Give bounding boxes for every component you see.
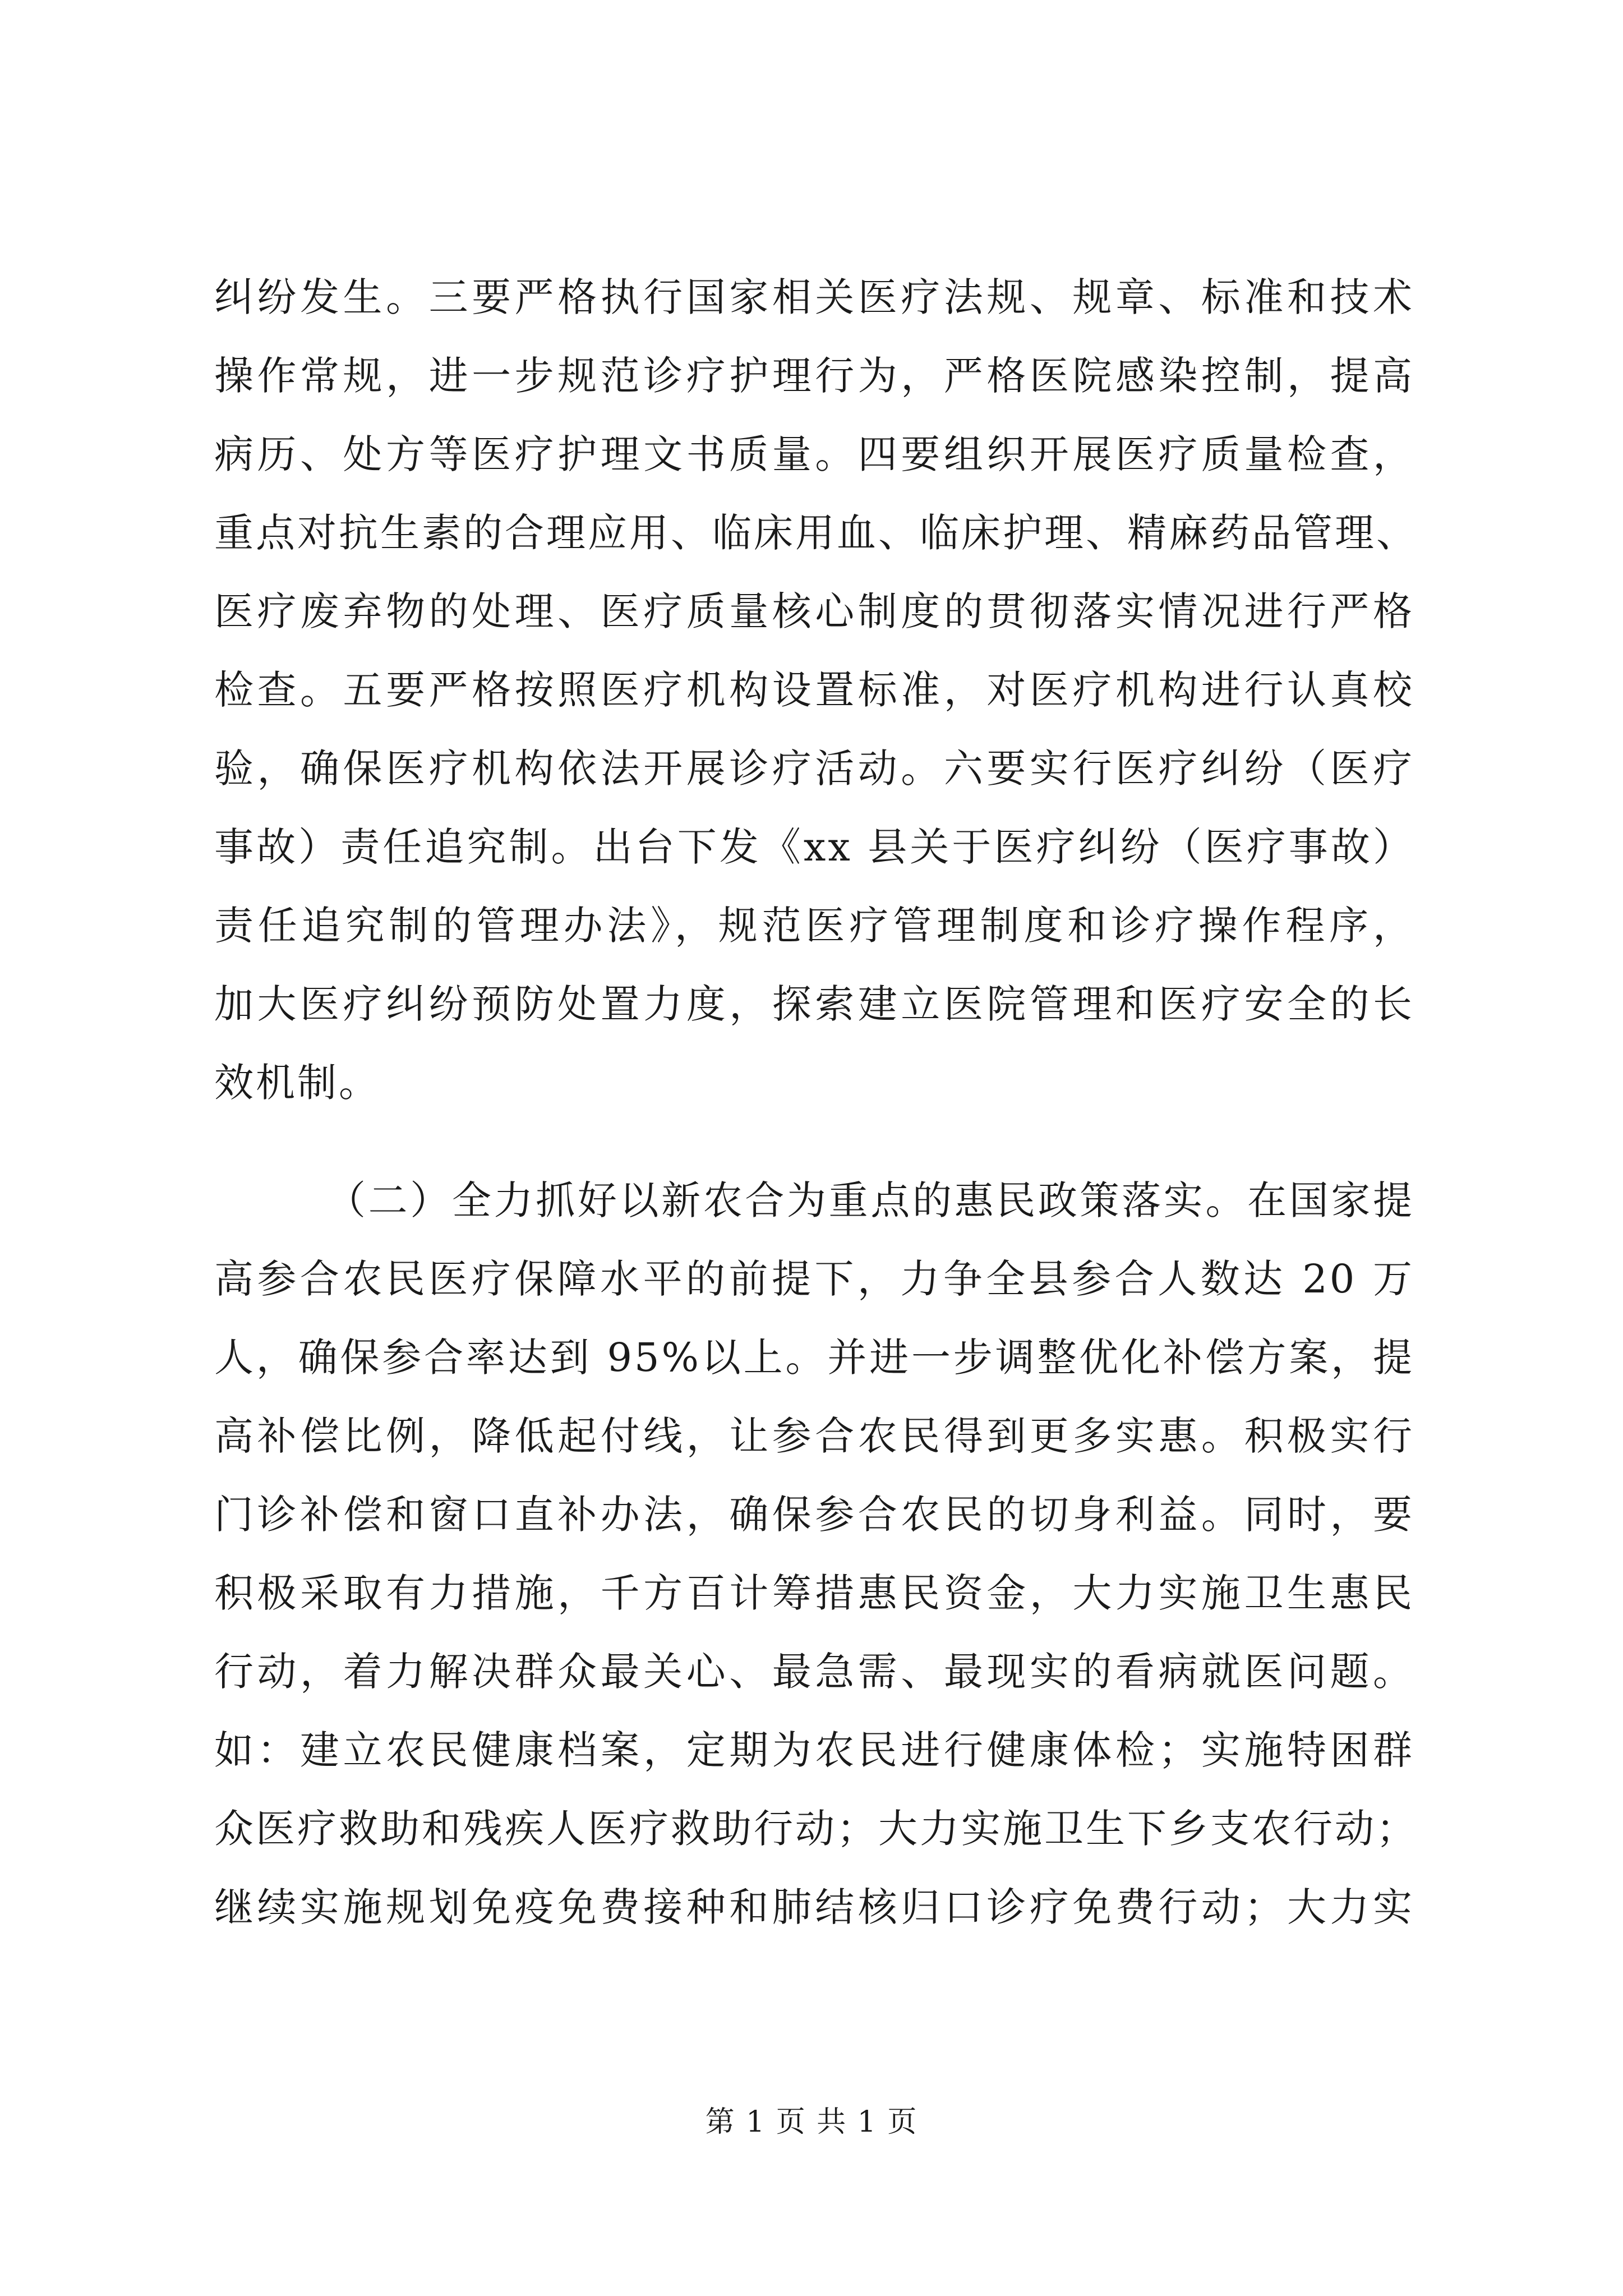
paragraph-line: 事故）责任追究制。出台下发《xx 县关于医疗纠纷（医疗事故） — [214, 824, 1414, 870]
paragraph-line: 继续实施规划免疫免费接种和肺结核归口诊疗免费行动；大力实 — [214, 1884, 1414, 1930]
paragraph-line: 纠纷发生。三要严格执行国家相关医疗法规、规章、标准和技术 — [214, 274, 1414, 320]
paragraph-line: 加大医疗纠纷预防处置力度，探索建立医院管理和医疗安全的长 — [214, 981, 1414, 1027]
paragraph-policy-implementation — [214, 1177, 1418, 1963]
paragraph-medical-quality — [214, 274, 1418, 1139]
paragraph-line: 积极采取有力措施，千方百计筹措惠民资金，大力实施卫生惠民 — [214, 1570, 1414, 1616]
page-number-footer: 第 1 页 共 1 页 — [705, 2105, 918, 2139]
paragraph-line: 病历、处方等医疗护理文书质量。四要组织开展医疗质量检查， — [214, 431, 1414, 477]
paragraph-line: 行动，着力解决群众最关心、最急需、最现实的看病就医问题。 — [214, 1649, 1414, 1695]
paragraph-line: 门诊补偿和窗口直补办法，确保参合农民的切身利益。同时，要 — [214, 1492, 1414, 1538]
paragraph-line: 验，确保医疗机构依法开展诊疗活动。六要实行医疗纠纷（医疗 — [214, 746, 1414, 792]
paragraph-heading-line: （二）全力抓好以新农合为重点的惠民政策落实。在国家提 — [326, 1177, 1414, 1223]
paragraph-line: 人，确保参合率达到 95%以上。并进一步调整优化补偿方案，提 — [214, 1335, 1414, 1381]
paragraph-line: 责任追究制的管理办法》，规范医疗管理制度和诊疗操作程序， — [214, 903, 1414, 949]
paragraph-line: 检查。五要严格按照医疗机构设置标准，对医疗机构进行认真校 — [214, 667, 1414, 713]
paragraph-line: 操作常规，进一步规范诊疗护理行为，严格医院感染控制，提高 — [214, 353, 1414, 399]
paragraph-line: 医疗废弃物的处理、医疗质量核心制度的贯彻落实情况进行严格 — [214, 588, 1414, 634]
paragraph-line-last: 效机制。 — [214, 1060, 380, 1106]
paragraph-line: 高参合农民医疗保障水平的前提下，力争全县参合人数达 20 万 — [214, 1256, 1414, 1302]
paragraph-line: 众医疗救助和残疾人医疗救助行动；大力实施卫生下乡支农行动； — [214, 1806, 1418, 1852]
paragraph-line: 如：建立农民健康档案，定期为农民进行健康体检；实施特困群 — [214, 1727, 1414, 1773]
paragraph-line: 高补偿比例，降低起付线，让参合农民得到更多实惠。积极实行 — [214, 1413, 1414, 1459]
paragraph-line: 重点对抗生素的合理应用、临床用血、临床护理、精麻药品管理、 — [214, 510, 1418, 556]
